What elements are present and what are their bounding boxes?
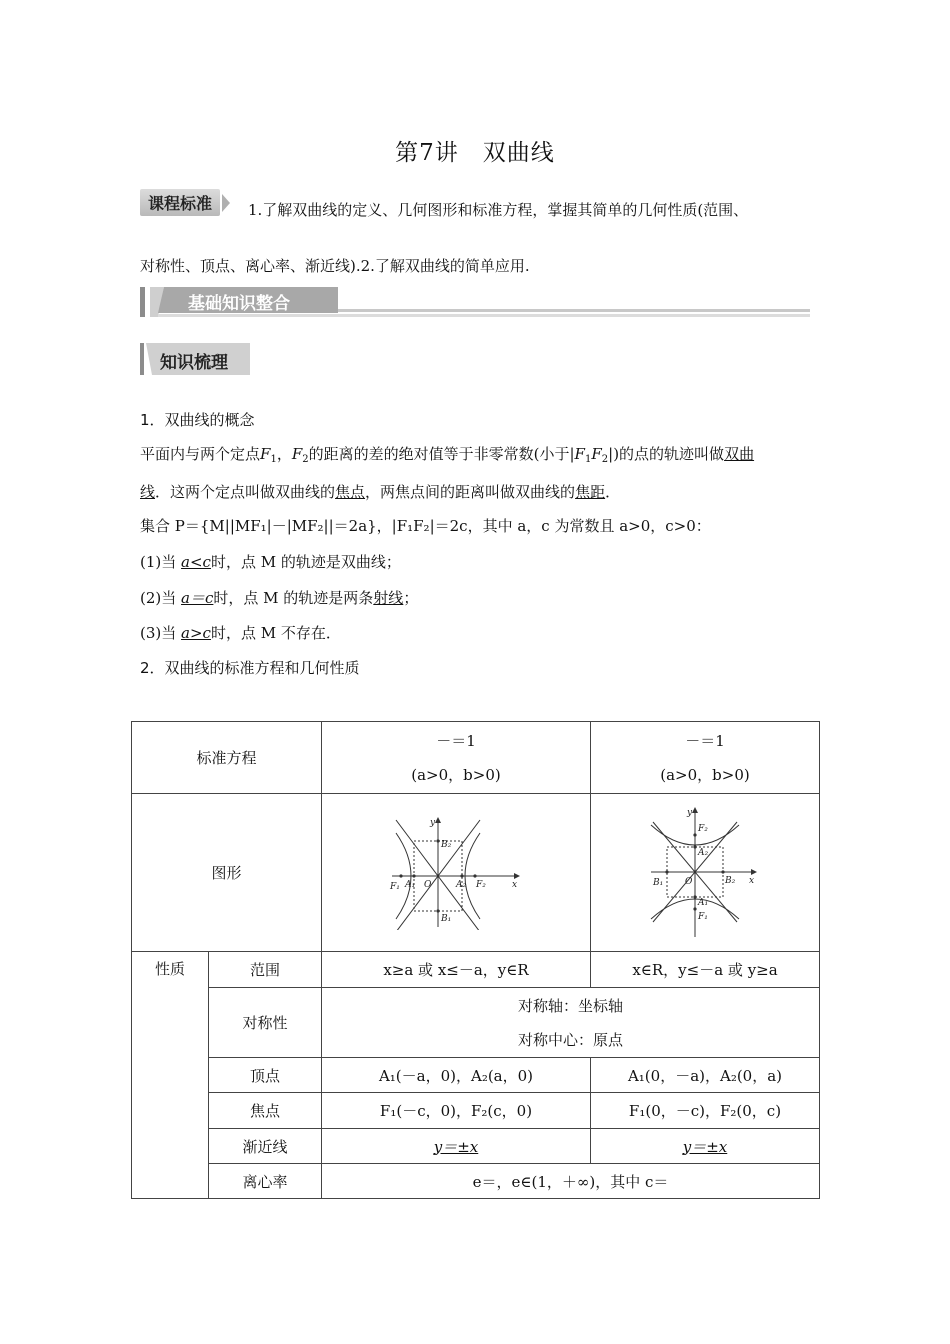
course-standard-line2: 对称性、顶点、离心率、渐近线).2.了解双曲线的简单应用. xyxy=(140,257,530,275)
page-title: 第7讲 双曲线 xyxy=(395,140,555,166)
table-cell-asymptote-2 xyxy=(591,1129,820,1164)
table-row xyxy=(132,952,820,988)
text-span: |)的点的轨迹叫做 xyxy=(608,445,725,463)
subscript: 1 xyxy=(270,454,277,465)
axis-label-x: x xyxy=(512,880,518,890)
table-cell-asymptote-1 xyxy=(322,1129,591,1164)
concept-case2 xyxy=(140,587,810,609)
term-ray: 射线 xyxy=(373,589,404,607)
table-cell-equation-label: 标准方程 xyxy=(132,722,322,794)
standard-heading: 2．双曲线的标准方程和几何性质 xyxy=(140,659,360,677)
term-focus: 焦点 xyxy=(335,483,366,501)
course-standard-tag-wrap xyxy=(140,189,230,216)
point-label-O: O xyxy=(424,880,432,890)
table-cell-equation-1 xyxy=(322,722,591,794)
subsection-tag xyxy=(140,343,250,375)
asymptote-2: y＝±x xyxy=(682,1137,728,1156)
term-hyperbola-end: 线 xyxy=(140,483,156,501)
text-span: 平面内与两个定点 xyxy=(140,445,261,463)
table-cell-vertex-1: A₁(－a，0)，A₂(a，0) xyxy=(322,1058,591,1093)
subscript: 1 xyxy=(584,454,592,465)
var-F: F xyxy=(291,445,303,463)
subscript: 2 xyxy=(302,454,309,465)
point-label-B2: B₂ xyxy=(725,876,736,886)
axis-label-x: x xyxy=(749,876,755,886)
table-cell-focus-label: 焦点 xyxy=(209,1093,322,1129)
table-cell-asymptote-label: 渐近线 xyxy=(209,1129,322,1164)
equation-2: －＝1 xyxy=(685,731,725,750)
course-standard-line1: 1.了解双曲线的定义、几何图形和标准方程，掌握其简单的几何性质(范围、 xyxy=(248,201,749,219)
condition: a>c xyxy=(181,624,211,642)
table-cell-property-label: 性质 xyxy=(132,952,209,1199)
symmetry-center: 对称中心：原点 xyxy=(517,1030,623,1049)
table-row xyxy=(132,1164,820,1199)
table-cell-eccentricity-label: 离心率 xyxy=(209,1164,322,1199)
equation-2-condition: (a>0，b>0) xyxy=(660,765,750,784)
table-cell-range-1: x≥a 或 x≤－a，y∈R xyxy=(322,952,591,988)
equation-1: －＝1 xyxy=(436,731,476,750)
concept-set-definition: 集合 P＝{M||MF₁|－|MF₂||＝2a}，|F₁F₂|＝2c，其中 a，c 为常数且 a>0，c>0： xyxy=(140,517,711,535)
table-row xyxy=(132,794,820,952)
hyperbola-vertical-figure xyxy=(645,805,765,940)
point-label-F2: F₂ xyxy=(698,824,708,834)
axis-label-y: y xyxy=(430,818,436,828)
condition: a<c xyxy=(181,553,211,571)
hyperbola-horizontal-figure xyxy=(386,815,526,930)
point-label-F1: F₁ xyxy=(698,912,708,922)
equation-1-condition: (a>0，b>0) xyxy=(411,765,501,784)
text-span: 时，点 M 的轨迹是双曲线； xyxy=(210,553,401,571)
table-cell-equation-2 xyxy=(591,722,820,794)
point-label-A2: A₂ xyxy=(698,848,709,858)
term-hyperbola: 双曲 xyxy=(724,445,755,463)
table-cell-symmetry-label: 对称性 xyxy=(209,988,322,1058)
concept-case3 xyxy=(140,622,810,644)
concept-heading: 1．双曲线的概念 xyxy=(140,411,255,429)
table-row xyxy=(132,1093,820,1129)
point-label-A1: A₁ xyxy=(698,898,709,908)
point-label-B1: B₁ xyxy=(441,914,452,924)
text-span: ，两焦点间的距离叫做双曲线的 xyxy=(365,483,576,501)
section-band-title: 基础知识整合 xyxy=(188,294,290,314)
table-cell-symmetry xyxy=(322,988,820,1058)
table-cell-figure-1 xyxy=(322,794,591,952)
term-focal-distance: 焦距 xyxy=(575,483,606,501)
text-span: ． xyxy=(605,483,621,501)
text-span: (3)当 xyxy=(140,624,182,642)
text-span: ， xyxy=(276,445,292,463)
table-cell-range-2: x∈R，y≤－a 或 y≥a xyxy=(591,952,820,988)
table-row xyxy=(132,1129,820,1164)
var-F: F xyxy=(260,445,271,463)
condition: a＝c xyxy=(181,589,214,607)
subscript: 2 xyxy=(601,454,609,465)
table-cell-figure-label: 图形 xyxy=(132,794,322,952)
text-span: 时，点 M 的轨迹是两条 xyxy=(213,589,374,607)
section-band xyxy=(140,287,810,317)
var-F: F xyxy=(574,445,585,463)
text-span: 时，点 M 不存在． xyxy=(210,624,341,642)
text-span: (1)当 xyxy=(140,553,182,571)
point-label-B2: B₂ xyxy=(441,840,452,850)
table-row xyxy=(132,1058,820,1093)
concept-paragraph-line1 xyxy=(140,443,810,471)
table-cell-focus-2: F₁(0，－c)，F₂(0，c) xyxy=(591,1093,820,1129)
point-label-F1: F₁ xyxy=(390,882,400,892)
table-cell-eccentricity: e＝，e∈(1，＋∞)，其中 c＝ xyxy=(322,1164,820,1199)
table-cell-vertex-label: 顶点 xyxy=(209,1058,322,1093)
text-span: ．这两个定点叫做双曲线的 xyxy=(155,483,336,501)
point-label-A1: A₁ xyxy=(405,880,416,890)
table-cell-focus-1: F₁(－c，0)，F₂(c，0) xyxy=(322,1093,591,1129)
text-span: (2)当 xyxy=(140,589,182,607)
table-cell-figure-2 xyxy=(591,794,820,952)
table-row xyxy=(132,722,820,794)
properties-table xyxy=(131,721,820,1199)
point-label-A2: A₂ xyxy=(456,880,467,890)
point-label-O: O xyxy=(685,877,693,887)
asymptote-1: y＝±x xyxy=(433,1137,479,1156)
table-cell-range-label: 范围 xyxy=(209,952,322,988)
subsection-tag-text: 知识梳理 xyxy=(160,353,228,373)
point-label-B1: B₁ xyxy=(653,878,664,888)
course-standard-tag: 课程标准 xyxy=(140,189,220,216)
table-cell-vertex-2: A₁(0，－a)，A₂(0，a) xyxy=(591,1058,820,1093)
concept-case1 xyxy=(140,551,810,573)
axis-label-y: y xyxy=(687,808,693,818)
text-span: ； xyxy=(403,589,419,607)
tag-arrow-icon xyxy=(222,194,230,212)
text-span: 的距离的差的绝对值等于非零常数(小于| xyxy=(308,445,575,463)
point-label-F2: F₂ xyxy=(476,880,486,890)
table-row xyxy=(132,988,820,1058)
var-F: F xyxy=(591,445,602,463)
symmetry-axis: 对称轴：坐标轴 xyxy=(517,996,623,1015)
concept-paragraph-line2 xyxy=(140,481,810,503)
